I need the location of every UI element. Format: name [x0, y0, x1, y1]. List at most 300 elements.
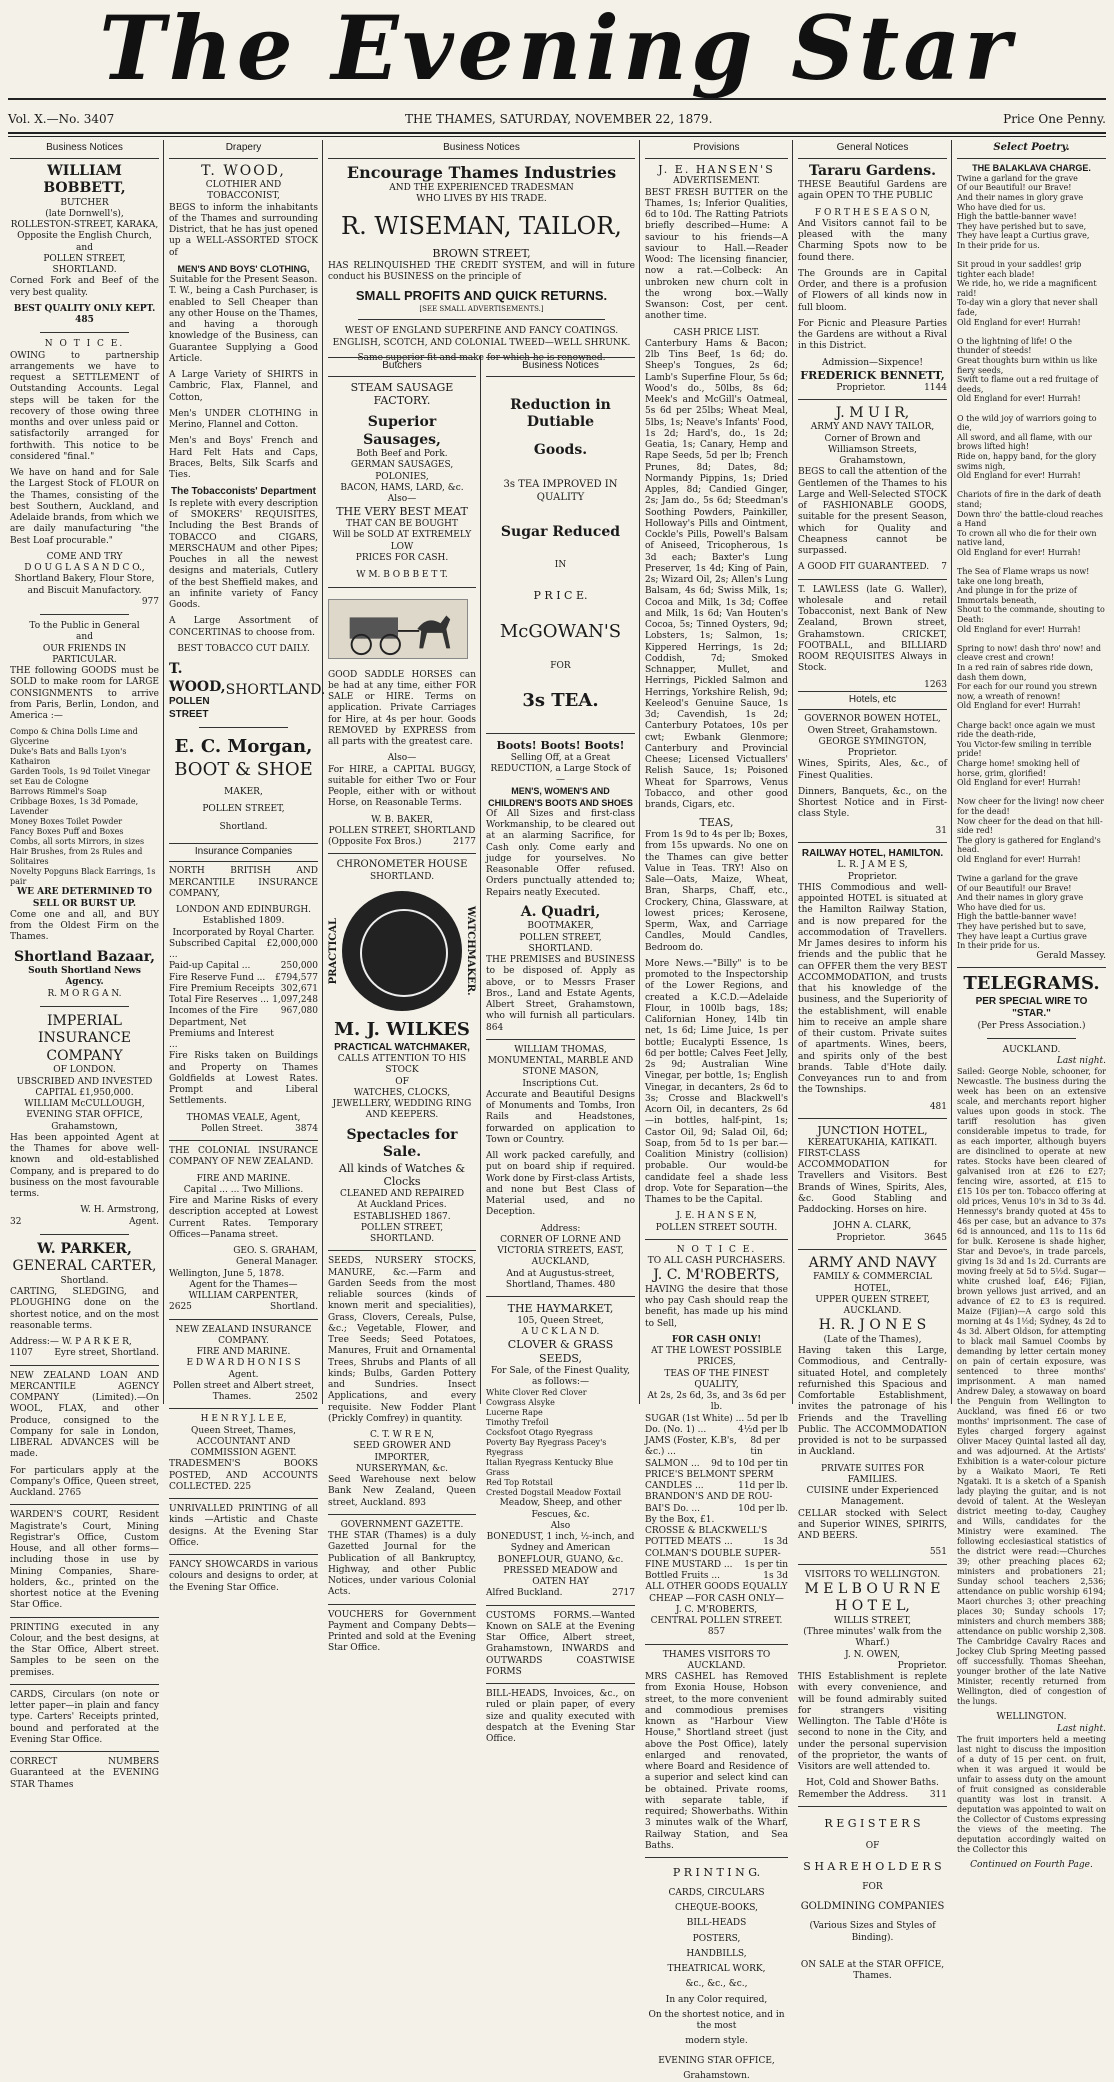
ad-number: 3645: [924, 1232, 947, 1243]
ad-title: THAMES VISITORS TO AUCKLAND.: [662, 1649, 771, 1671]
divider: [328, 853, 476, 854]
ad-line: THAT CAN BE BOUGHT: [346, 519, 458, 529]
ad-motto: SMALL PROFITS AND QUICK RETURNS.: [355, 288, 608, 304]
ad-body: BEST FRESH BUTTER on the Thames, 1s; Inferior Qualities, 6d to 10d. The Ratting Patriots briefly described—Hume: A saviour to his friends—A saviour to Hall.—Reader Wood: The licensing financier, now a rat.—Colbeck: An unbroken new churn colt in the wrong box.—Wally Swanson: Cost, per cent. another time.: [645, 187, 788, 322]
ad-line: ESTABLISHED 1867.: [353, 1211, 451, 1222]
ad-body: Accurate and Beautiful Designs of Monuments and Tombs, Iron Rails and Headstones, forwarded on application to Town or Country.: [486, 1089, 635, 1145]
ad-line: THEATRICAL WORK,: [667, 1964, 766, 1974]
divider: [798, 1249, 947, 1250]
hotel-proprietor: L. R. J A M E S,: [837, 860, 908, 871]
ad-line: Grahamstown.: [683, 2070, 750, 2081]
divider: [328, 1514, 476, 1515]
address-line: Opposite the English Church,: [17, 231, 152, 242]
ad-body: SEEDS, NURSERY STOCKS, MANURE, &c.—Farm and Garden Seeds from the most reliable sources (kinds of known merit and specialities), Grass, Clovers, Cereals, Pulse, &c.; Vegetable, Flower, and Tree Seeds; Seed Potatoes, Manures, Fruit and Ornamental Trees, Shrubs and Plants of all kinds; Bulbs, Garden Pottery and Sundries. Insect Applications, and every requisite. New Fodder Plant (Prickly Comfrey) in quantity.: [328, 1256, 476, 1424]
ad-line: Address:: [540, 1223, 581, 1234]
ad-title: GOVERNMENT GAZETTE.: [340, 1519, 464, 1530]
agent-name: E D W A R D H O N I S S: [186, 1358, 301, 1369]
ad-line: EVENING STAR OFFICE,: [658, 2055, 775, 2066]
divider: [328, 587, 476, 588]
top-rule: [8, 98, 1106, 100]
ad-note: (Opposite Fox Bros.): [328, 837, 422, 847]
ad-line: modern style.: [685, 2036, 748, 2047]
ad-body: Men's UNDER CLOTHING in Merino, Flannel and Cotton.: [169, 408, 318, 430]
ad-title: NORTH BRITISH AND MERCANTILE INSURANCE COMPANY,: [169, 866, 318, 899]
dateline: [8, 112, 1106, 130]
advertiser-name: Alfred Buckland.: [486, 1588, 563, 1599]
agent-name: GEO. S. GRAHAM,: [233, 1246, 318, 1256]
ad-body: Wines, Spirits, Ales, &c., of Finest Qualities.: [798, 759, 947, 781]
ad-body: Canterbury Hams & Bacon; 2lb Tins Beef, 1s 6d; do. Sheep's Tongues, 2s 6d; Lamb's Superfine Flour, 5s 6d; Wood's do., 50lbs, 8s 6d; Meek's and McGill's Oatmeal, 5s 6d per 25lbs; Wheat Meal, 5lbs, 1s; Neave's Infants' Food, 1s 2d; Hard's, do., 1s 2d; Geatia, 1s; Canary, Hemp and Rape Seeds, 5d per lb; French Prunes, 8d; Dates, 8d; Normandy Pippins, 1s; Dried Apples, 8d; Candied Ginger, 2s; Jam do., 5s 6d; Steedman's Soothing Powders, Painkiller, Holloway's Pills and Ointment, Cockle's Pills, Powell's Balsam of Aniseed, Tricopherous, 1s 3d each; Baxter's Lung Preserver, 1s 4d; King of Pain, 2s; Wizard Oil, 2s; Allen's Lung Balsam, 4s 6d; Swiss Milk, 1s; Cocoa and Milk, 1s 3d; Coffee and Milk, 1s 6d; Van Houten's Cocoa, 5s; Tinned Oysters, 9d; Lobsters, 1s; Salmon, 1s; Kippered Herrings, 1s 2d; Coddish, 7d; Smoked Schnapper, Mullet, and Herrings, Pickled Salmon and Herrings, Yorkshire Relish, 9d; Keeleod's Genuine Sauce, 1s 3d; Cavendish, 1s 2d; Canterbury Potatoes, 10s per cwt; Ewbank Glenmore; Canterbury and Provincial Cheese; Licensed Victuallers' Relish Sauce, 1s; Poisoned Wheat for Sparrows, Venus Tobacco, and other good brands, Cigars, etc.: [645, 338, 788, 810]
item-value: 5d per lb: [746, 1413, 788, 1424]
ad-line: TEAS OF THE FINEST QUALITY,: [664, 1368, 769, 1390]
ad-title: CASH PRICE LIST.: [673, 327, 760, 338]
issue-price: Price One Penny.: [1003, 112, 1106, 126]
price-row: [645, 1481, 788, 1492]
ad-body: Fire Risks taken on Buildings and Property on Thames Goldfields at Lowest Rates. Prompt and Liberal Settlements.: [169, 1051, 318, 1107]
hotel-name: HOTEL,: [854, 1283, 891, 1294]
item-label: BAI'S Do. ...: [645, 1503, 700, 1514]
item-label: BRANDON'S AND DE ROU-: [645, 1492, 773, 1503]
item-value: £794,577: [275, 972, 318, 983]
agent-town: Shortland.: [270, 1302, 318, 1313]
section-heading: Drapery: [169, 140, 318, 159]
item-value: 11d per lb.: [738, 1481, 788, 1491]
advertiser-address: POLLEN STREET, SHORTLAND.: [360, 1222, 444, 1244]
ad-body: WEST OF ENGLAND SUPERFINE AND FANCY COATINGS. ENGLISH, SCOTCH, AND COLONIAL TWEED—WELL SHRUNK.: [332, 326, 631, 348]
price-row: [645, 1560, 788, 1571]
section-heading: Business Notices: [486, 357, 635, 377]
ad-line: At 2s, 2s 6d, 3s, and 3s 6d per lb.: [647, 1391, 786, 1413]
ad-headline: Boots! Boots! Boots!: [496, 738, 625, 752]
ad-body: FIRST-CLASS ACCOMMODATION for Travellers and Visitors. Best Brands of Wines, Spirits, Ales, &c. Good Stabling and Paddocking. Horses on hire.: [798, 1148, 947, 1215]
news-text: Sailed: George Noble, schooner, for Newcastle. The business during the week has been on an extensive scale, and merchants report higher values upon goods in stock. The tariff resolution has given considerable impetus to trade, for as each importer, although buyers are disinclined to operate at new rates. Stocks have been cleared of galvanised iron at £26 to £27; fencing wire, assorted, at £15 to £15 10s per ton. Tobacco offering at old prices, Venus 10's in 3d to 3s 4d. Hennessy's brandy quoted at 45s to 46s per case, but an advance to 37s 6d is announced, and 11s to 11s 6d for bulk. Kerosene is shade higher, Star and Devoe's, in trade parcels, giving 1s 3d and 1s 2d. Currants are moving freely at 5d to 5½d. Sugar—white crushed loaf, £46; Fijian, brown yellows just arrived, and an advance of £2 to £3 is required. Maize (Fijian)—A cargo sold this morning at 4s 1½d; Sydney, 4s 2d to 4s 3d. Albert Oldson, for attempting to black mail Samuel Coombs by demanding by letter certain money on pain of certain exposure, was sentenced to three months' imprisonment. A man named Andrew Daley, a stowaway on board the Penguin from Wellington to Auckland, was fined £6 or two months' imprisonment. The case of Eyles charged forgery against Oliver Macey Quintal lasted all day, and was adjourned. At the Artists' Exhibition is a water-colour picture by a Waikato Maori, Te Reti Ngataki. It is a sketch of a Spanish lady playing the guitar, and is not devoid of talent. At the Wesleyan district meeting to-day, Caughey and Wills, candidates for the Ministry were examined. The following ecclesiastical statistics of the district were read:—Churches 39; other preaching places 62; ministers and probationers 21; Sunday school teachers 2,536; attendance on public worship 6194; Maori churches 3; other preaching places 30; Sunday schools 17; ministers and church members 388; attendance on public worship 2,308. The Cambridge Cavalry Races and Jockey Club Spring Meeting passed off successfully. Thomas Sheehan, younger brother of the late Native Minister, recently returned from Wellington, died of congestion of the lungs.: [957, 1067, 1106, 1707]
ad-line: BILL-HEADS: [686, 1918, 747, 1929]
divider: [199, 727, 288, 728]
item-label: Bottled Fruits ...: [645, 1571, 720, 1581]
price-row: [645, 1470, 788, 1481]
ad-body: T. LAWLESS (late G. Waller), wholesale and retail Tobacconist, next Bank of New Zealand, Brown street, Grahamstown. CRICKET, FOOTBALL, and BILLIARD ROOM REQUISITES Always in Stock.: [798, 584, 947, 674]
column-rule: [639, 140, 640, 1404]
ad-body: WARDEN'S COURT, Resident Magistrate's Court, Mining Registrar's Office, Custom House, and all other forms—including those in use by Mining Companies, Share-holders, &c., printed on the shortest notice at the Evening Star Office.: [10, 1510, 159, 1611]
ad-number: 31: [935, 825, 947, 836]
item-label: FINE MUSTARD ...: [645, 1559, 733, 1570]
ad-note: (Three minutes' walk from the Wharf.): [803, 1627, 942, 1649]
ad-line: WHO LIVES BY HIS TRADE.: [416, 193, 547, 204]
advertiser-address: Corner of Brown and Williamson Streets, Grahamstown,: [824, 433, 921, 466]
divider: [486, 1605, 635, 1606]
divider: [10, 1751, 159, 1752]
advertiser-address: POLLEN STREET, SHORTLAND: [328, 825, 476, 836]
item-label: Incomes of the Fire Department, Net Premiums and Interest ...: [169, 1006, 274, 1050]
telegrams-subheading: PER SPECIAL WIRE TO "STAR.": [975, 995, 1088, 1020]
figure-row: [169, 984, 318, 995]
divider: [328, 1250, 476, 1251]
column-provisions: [641, 140, 792, 2081]
ad-highlight: A GOOD FIT GUARANTEED.: [798, 562, 930, 573]
ad-line: All kinds of Watches & Clocks: [338, 1161, 466, 1189]
address-line: and: [76, 242, 93, 253]
ad-line: P R I C E.: [533, 588, 588, 602]
item-label: SUGAR (1st White) ...: [645, 1413, 745, 1424]
item-label: COLMAN'S DOUBLE SUPER-: [645, 1548, 781, 1559]
ad-body: THESE Beautiful Gardens are again OPEN TO THE PUBLIC: [798, 180, 947, 202]
divider: [987, 1038, 1076, 1039]
divider: [486, 1683, 635, 1684]
divider: [40, 332, 129, 333]
divider: [169, 1408, 318, 1409]
advertiser-name: H E N R Y J. L E E,: [200, 1414, 287, 1425]
advertiser-name: C. T. W R E N,: [369, 1430, 435, 1440]
item-label: Do. (No. 1) ...: [645, 1424, 707, 1435]
ad-headline: Goods.: [533, 441, 588, 458]
ad-line: ALL OTHER GOODS EQUALLY CHEAP —FOR CASH ONLY—: [645, 1582, 788, 1604]
agent-role: General Manager.: [235, 1257, 318, 1268]
ad-line: BACON, HAMS, LARD, &c.: [340, 482, 464, 493]
ad-line: Established 1809.: [202, 916, 285, 927]
ad-headline: R E G I S T E R S: [824, 1816, 921, 1830]
hotel-name: FAMILY & COMMERCIAL: [813, 1272, 932, 1283]
section-heading: Select Poetry.: [957, 140, 1106, 159]
hotel-address: Owen Street, Grahamstown.: [807, 725, 938, 736]
advertiser-trade: CLOTHIER AND TOBACCONIST,: [205, 180, 282, 202]
address-line: POLLEN STREET, SHORTLAND.: [43, 253, 126, 275]
ad-body: Fire and Marine Risks of every description accepted at Lowest Current Rates. Temporary Offices—Panama street.: [169, 1196, 318, 1240]
divider: [328, 1604, 476, 1605]
seeds-list: White Clover Red Clover Cowgrass Alsyke Lucerne Rape Timothy Trefoil Cocksfoot Otago Ryegrass Poverty Bay Ryegrass Pacey's Ryegrass Italian Ryegrass Kentucky Blue Grass Red Top Rotstail Crested Dogstail Meadow Foxtail: [486, 1388, 622, 1498]
ad-title: STEAM SAUSAGE FACTORY.: [350, 380, 454, 408]
ad-line: THE VERY BEST MEAT: [336, 505, 468, 519]
price-row: [645, 1515, 788, 1526]
ad-number: 1144: [924, 382, 947, 393]
clock-illustration: [342, 891, 462, 1011]
ad-line: AND THE EXPERIENCED TRADESMAN: [389, 182, 574, 193]
figure-row: [169, 1006, 318, 1051]
bazaar-title: Shortland Bazaar,: [14, 948, 155, 965]
ad-body: GOOD SADDLE HORSES can be had at any time, either FOR SALE or HIRE. Terms on application. Private Carriages for Hire, at 4s per hour. Goods REMOVED by EXPRESS from all parts with the greatest care.: [328, 669, 476, 747]
price-row: [645, 1492, 788, 1503]
ad-body: Having taken this Large, Commodious, and Centrally-situated Hotel, and completely refurnished this Spacious and Comfortable Establishment, invites the patronage of his Friends and the Travelling Public. The ACCOMMODATION provided is not to be surpassed in Auckland.: [798, 1346, 947, 1458]
ad-body: For Picnic and Pleasure Parties the Gardens are without a Rival in this District.: [798, 318, 947, 352]
hotel-name: JUNCTION HOTEL,: [817, 1123, 928, 1137]
advertiser-trade: NURSERYMAN, &c.: [355, 1463, 449, 1474]
ad-body: THIS Establishment is replete with every convenience, and will be found admirably suited for strangers visiting Wellington. The Table d'Hôte is second to none in the City, and under the personal supervision of the proprietor, the wants of Visitors are well attended to.: [798, 1672, 947, 1772]
price-row: [645, 1537, 788, 1548]
divider: [169, 1319, 318, 1320]
divider: [10, 1365, 159, 1366]
ad-line: Remember the Address.: [798, 1789, 909, 1800]
ad-highlight: FOR CASH ONLY!: [671, 1334, 762, 1345]
ad-body: Corned Fork and Beef of the very best quality.: [10, 276, 159, 298]
ad-line: GERMAN SAUSAGES, POLONIES,: [350, 460, 454, 482]
telegrams-heading: TELEGRAMS.: [963, 973, 1100, 995]
divider: [798, 1118, 947, 1119]
ad-number: 2625: [169, 1302, 192, 1313]
ad-body: CELLAR stocked with Select and Superior WINES, SPIRITS, AND BEERS.: [798, 1508, 947, 1541]
ad-body: Of All Sizes and first-class Workmanship, to be cleared out at an alarming Sacrifice, for Cash only. Come early and judge for yourselves. No Reasonable Offer refused. Orders punctually attended to; Repairs neatly Executed.: [486, 808, 635, 898]
item-value: £2,000,000: [266, 938, 318, 949]
divider: [645, 1857, 788, 1858]
item-value: 1s 3d: [763, 1571, 788, 1581]
advertiser-address: 105, Queen Street,: [517, 1315, 604, 1326]
price-row: [645, 1526, 788, 1537]
ad-body: T. W., being a Cash Purchaser, is enabled to Sell Cheaper than any other House on the Thames, and having a thorough knowledge of the Business, can Guarantee Supplying a Good Article.: [169, 286, 318, 364]
insurance-place: OF LONDON.: [53, 1065, 116, 1076]
item-value: 1s 3d: [763, 1537, 788, 1548]
ad-headline: Superior Sausages,: [363, 414, 441, 448]
ad-title: CHRONOMETER HOUSE: [336, 859, 468, 871]
ad-heading: To the Public in General: [29, 621, 140, 631]
column-rule: [322, 140, 323, 1404]
dateline-time: Last night.: [1056, 1723, 1106, 1734]
advertiser-address: POLLEN STREET, SHORTLAND.: [519, 932, 602, 954]
ad-line: Hot, Cold and Shower Baths.: [806, 1778, 939, 1789]
ad-number: 551: [929, 1547, 947, 1558]
ad-line: Incorporated by Royal Charter.: [172, 927, 315, 938]
divider: [40, 1006, 129, 1007]
hotel-role: Proprietor.: [847, 871, 898, 882]
dateline-rule-thin: [8, 136, 1106, 137]
price-row: [645, 1571, 788, 1582]
ad-line: COME AND TRY: [46, 551, 123, 562]
ad-headline: Encourage Thames Industries: [346, 162, 617, 182]
advertiser-note: (late Dornwell's),: [45, 208, 124, 219]
ad-line: LONDON AND EDINBURGH.: [175, 905, 312, 915]
divider: [358, 319, 605, 320]
ad-line: F O R T H E S E A S O N,: [814, 207, 931, 218]
ad-heading: and: [76, 632, 93, 643]
ad-headline: Sugar Reduced: [500, 524, 621, 540]
divider: [798, 579, 947, 580]
advertiser-name: T. WOOD,: [201, 162, 286, 179]
figure-row: [169, 973, 318, 984]
bazaar-subtitle: South Shortland News Agency.: [28, 966, 141, 988]
ad-body: A Large Assortment of CONCERTINAS to choose from.: [169, 616, 318, 638]
ad-line: OF: [865, 1840, 880, 1851]
sign-town: SHORTLAND.: [225, 682, 326, 699]
ad-line: Wellington, June 5, 1878.: [169, 1268, 285, 1279]
advertiser-name: A. Quadri,: [520, 903, 601, 920]
ad-title: P R I N T I N G.: [672, 1866, 761, 1879]
item-label: CROSSE & BLACKWELL'S: [645, 1526, 768, 1536]
ad-line: Selling Off, at a Great REDUCTION, a Large Stock of—: [490, 752, 631, 785]
ad-body: Men's and Boys' French and Hard Felt Hats and Caps, Braces, Belts, Silk Scarfs and Ties.: [169, 436, 318, 480]
ad-line: Thames.: [853, 1971, 892, 1981]
advertiser-name: J. C. M'ROBERTS,: [653, 1267, 780, 1284]
item-label: CANDLES ...: [645, 1481, 704, 1491]
ad-line: Also—: [387, 753, 417, 764]
ad-line: MAKER,: [224, 787, 263, 797]
carter-body: CARTING, SLEDGING, and PLOUGHING done on the shortest notice, and on the most reasonable terms.: [10, 1287, 159, 1331]
figures-table: [169, 939, 318, 1052]
price-row: [645, 1436, 788, 1459]
ad-body: CORRECT NUMBERS Guaranteed at the EVENING STAR Thames: [10, 1757, 159, 1790]
section-heading: General Notices: [798, 140, 947, 159]
ad-line: CHEQUE-BOOKS,: [674, 1903, 758, 1913]
item-label: PRICE'S BELMONT SPERM: [645, 1469, 774, 1480]
ad-line: AT THE LOWEST POSSIBLE PRICES,: [651, 1346, 782, 1368]
figure-row: [169, 939, 318, 962]
ad-line: FIRE AND MARINE.: [196, 1347, 291, 1357]
poem-text: Twine a garland for the grave Of our Beautiful! our Brave! And their names in glory grave Who have died for us. High the battle-banner wave! They have perished but to save, They have leapt a Curtius grave, In their pride for us. Sit proud in your saddles! grip tighter each blade! We ride, ho, we ride a magnificent raid! To-day win a glory that never shall fade, Old England for ever! Hurrah! O the lightning of life! O the thunder of steeds! Great thoughts burn within us like fiery seeds, Swift to flame out a red fruitage of deeds, Old England for ever! Hurrah! O the wild joy of warriors going to die, All sword, and all flame, with our brows lifted high! Ride on, happy band, for the glory swims nigh, Old England for ever! Hurrah! Chariots of fire in the dark of death stand; Down thro' the battle-cloud reaches a Hand To crown all who die for their own native land, Old England for ever! Hurrah! The Sea of Flame wraps us now! take one long breath, And plunge in for the prize of Immortals beneath, Shout to the commande, shouting to Death: Old England for ever! Hurrah! Spring to now! dash thro' now! and cleave crest and crown! In a red rain of sabres ride down, dash them down, For each for our round you strewn now, a wreath of renown! Old England for ever! Hurrah! Charge back! once again we must ride the death-ride, You Victor-few smiling in terrible pride! Charge home! smoking hell of horse, grim, glorified! Old England for ever! Hurrah! Now cheer for the living! now cheer for the dead! Now cheer for the dead on that hill-side red! The glory is gathered for England's head. Old England for ever! Hurrah! Twine a garland for the grave Of our Beautiful! our Brave! And their names in glory grave Who have died for us. High the battle-banner wave! They have perished but to save, They have leapt a Curtius grave In their pride for us.: [957, 173, 1105, 951]
divider: [645, 1239, 788, 1240]
agent-town: Grahamstown,: [51, 1121, 118, 1132]
department-title: The Tobacconists' Department: [171, 486, 316, 498]
figure-row: [169, 961, 318, 972]
ad-number: 2717: [612, 1588, 635, 1599]
notice-body: We have on hand and for Sale the Largest Stock of FLOUR on the Thames, consisting of the best Southern, Auckland, and Adelaide brands, from which we are daily manufacturing "the Best Loaf procurable.": [10, 468, 159, 546]
ad-body: Is replete with every description of SMOKERS' REQUISITES, Including the Best Brands of TOBACCO and CIGARS, MERSCHAUM and other Pipes; Pouches in all the newest designs and materials, Cutlery of the best Sheffield makes, and an infinite variety of Fancy Goods.: [169, 498, 318, 610]
price-list: [645, 1414, 788, 1583]
ad-number: 977: [141, 596, 159, 607]
price-row: [645, 1414, 788, 1425]
advertiser-name: WILLIAM BOBBETT,: [43, 162, 126, 196]
ad-number: 311: [929, 1789, 947, 1800]
agent-sign: W. H. Armstrong,: [80, 1205, 159, 1216]
poem-title: THE BALAKLAVA CHARGE.: [972, 162, 1091, 173]
address-line: ROLLESTON-STREET, KARAKA,: [10, 220, 159, 230]
goods-list: Compo & China Dolls Lime and Glycerine Duke's Bats and Balls Lyon's Kathairon Garden Tools, 1s 9d Toilet Vinegar set Eau de Cologne Barrows Rimmel's Soap Cribbage Boxes, 1s 3d Pomade, Lavender Money Boxes Toilet Powder Fancy Boxes Puff and Boxes Combs, all sorts Mirrors, in sizes Hair Brushes, from 2s Rules and Solitaires Novelty Popguns Black Earrings, 1s pair: [10, 727, 156, 887]
hotel-address: UPPER QUEEN STREET, AUCKLAND.: [815, 1294, 930, 1316]
agent-street: Pollen Street.: [201, 1123, 264, 1134]
ad-headline: Reduction in Dutiable: [510, 396, 611, 430]
insurance-name: INSURANCE COMPANY: [37, 1030, 131, 1064]
section-heading: Provisions: [645, 140, 788, 159]
column-rule: [951, 140, 952, 1404]
ad-body: FANCY SHOWCARDS in various colours and designs to order, at the Evening Star Office.: [169, 1560, 318, 1593]
insurance-capital: CAPITAL £1,950,000.: [35, 1087, 134, 1098]
ad-heading: OUR FRIENDS IN PARTICULAR.: [42, 643, 127, 665]
item-value: 250,000: [280, 961, 318, 972]
ad-line: (Various Sizes and Styles of Binding).: [809, 1921, 936, 1943]
advertiser-street: BROWN STREET,: [432, 247, 531, 260]
advertiser-address: POLLEN STREET SOUTH.: [655, 1222, 778, 1233]
hotel-name: M E L B O U R N E H O T E L,: [804, 1580, 941, 1615]
column-butchers: [324, 357, 480, 1654]
item-value: 967,080: [280, 1006, 318, 1017]
ad-line: Shortland Bakery, Flour Store,: [14, 574, 155, 585]
ad-number: 3874: [295, 1123, 318, 1134]
clock-label-right: WATCHMAKER.: [465, 906, 476, 996]
ad-body: THE PREMISES and BUSINESS to be disposed of. Apply as above, or to Messrs Fraser Bros., Land and Estate Agents, Albert Street, Grahamstown, who will furnish all particulars. 864: [486, 955, 635, 1033]
agent-body: Has been appointed Agent at the Thames for above well-known and old-established Company, and is prepared to do business on the most favourable terms.: [10, 1132, 159, 1199]
item-value: 9d to 10d per tin: [711, 1458, 788, 1469]
ad-line: FOR: [862, 1881, 883, 1892]
dateline-place: WELLINGTON.: [996, 1712, 1067, 1723]
agent-name: WILLIAM CARPENTER,: [188, 1291, 299, 1301]
ad-body: BONEDUST, 1 inch, ½-inch, and Sydney and American BONEFLOUR, GUANO, &c. PRESSED MEADOW and OATEN HAY: [486, 1532, 635, 1587]
ad-body: HAS RELINQUISHED THE CREDIT SYSTEM, and will in future conduct his BUSINESS on the principle of: [328, 260, 635, 282]
advertiser-name: THE HAYMARKET,: [507, 1302, 614, 1315]
ad-line: and Biscuit Manufactory.: [27, 585, 142, 596]
insurance-sub: UBSCRIBED AND INVESTED: [16, 1076, 153, 1087]
ad-line: PRIVATE SUITES FOR FAMILIES.: [820, 1463, 925, 1485]
ad-title: NEW ZEALAND INSURANCE COMPANY.: [175, 1324, 312, 1346]
hotel-name: GOVERNOR BOWEN HOTEL,: [804, 714, 941, 725]
advertiser-address: CORNER OF LORNE AND VICTORIA STREETS, EAST, AUCKLAND,: [497, 1234, 624, 1268]
advertiser-name: W M. B O B B E T T.: [356, 570, 448, 580]
column-business-notices-2: [482, 357, 639, 1744]
advertiser-address: A U C K L A N D.: [521, 1327, 600, 1337]
carter-name: W. PARKER,: [37, 1240, 132, 1257]
ad-tagline: BEST QUALITY ONLY KEPT. 485: [13, 303, 156, 325]
divider: [957, 967, 1106, 968]
item-value: 1,097,248: [272, 995, 318, 1005]
telegrams-source: (Per Press Association.): [977, 1020, 1086, 1031]
ad-line: PRICES FOR CASH.: [355, 552, 449, 563]
ad-body: For HIRE, a CAPITAL BUGGY, suitable for either Two or Four People, either with or without Horse, on Reasonable Terms.: [328, 764, 476, 809]
ad-line: Admission—Sixpence!: [822, 357, 923, 368]
section-heading: Business Notices: [328, 140, 635, 159]
ad-body: More News.—"Billy" is to be promoted to the Inspectorship of the Lower Regions, and created a K.C.D.—Adelaide Flour, in 100lb bags, 18s; Californian Honey, 14lb tin net, 1s 6d; Lime Juice, 1s per bottle; Eucalypti Essence, 1s 6d per bottle; Calves Feet Jelly, 2s 9d; Australian Wine Vinegar, per bottle, 1s; English Vinegar, in decanters, 2s 6d to 3s; Crosse and Blackwell's Acorn Oil, in decanters, 2s 6d—in bottles, half-pint, 1s; Castor Oil, 9d; Salad Oil, 6d; Soap, from 5d to 1s per bar.—Coalition Ministry (collision) probable. Our would-be candidate feel a shade less drop. Vote for Separation—the Thames to be the Capital.: [645, 958, 788, 1205]
ad-body: HAVING the desire that those who pay Cash should reap the benefit, has made up his mind to Sell,: [645, 1284, 788, 1329]
price-row: [645, 1459, 788, 1470]
sign-street: POLLEN STREET: [169, 696, 210, 720]
ad-note: (Late of the Thames),: [823, 1334, 922, 1345]
figure-row: [169, 995, 318, 1006]
item-value: 4½d per lb: [738, 1424, 788, 1435]
hotel-proprietor: J. N. OWEN,: [844, 1649, 900, 1660]
hotel-address: KEREATUKAHIA, KATIKATI.: [807, 1137, 938, 1148]
price-row: [645, 1425, 788, 1436]
ad-body: TRADESMEN'S BOOKS POSTED, AND ACCOUNTS COLLECTED. 225: [169, 1459, 318, 1492]
ad-body: A Large Variety of SHIRTS in Cambric, Flax, Flannel, and Cotton,: [169, 370, 318, 403]
ad-line: OF: [395, 1076, 409, 1087]
carter-town: Shortland.: [60, 1275, 109, 1286]
ad-line: POSTERS,: [692, 1933, 741, 1944]
ad-body: PRINTING executed in any Colour, and the best designs, at the Star Office, Albert street. Samples to be seen on the premises.: [10, 1622, 159, 1678]
advertiser-trade: ACCOUNTANT AND COMMISSION AGENT.: [190, 1436, 297, 1458]
ad-body: VOUCHERS for Government Payment and Company Debts—Printed and sold at the Evening Star Office.: [328, 1609, 476, 1654]
ad-line: Queen Street, Thames,: [190, 1425, 297, 1436]
advertiser-address: CENTRAL POLLEN STREET. 857: [650, 1616, 783, 1638]
item-label: POTTED MEATS ...: [645, 1537, 733, 1548]
newspaper-title: The Evening Star: [99, 0, 1015, 100]
divider: [798, 399, 947, 400]
advertiser-name: W. B. BAKER,: [371, 814, 433, 825]
divider: [798, 1806, 947, 1807]
issue-date: THE THAMES, SATURDAY, NOVEMBER 22, 1879.: [405, 112, 713, 126]
ad-body: MRS CASHEL has Removed from Exonia House, Hobson street, to the more convenient and commodious premises known as "Harbour View House," Shortland street (just above the Post Office), lately enlarged and renovated, where Board and Residence of a superior and select kind can be obtained. Private rooms, with separate table, if required; Showerbaths. Within 3 minutes walk of the Wharf, Railway Station, and Sea Baths.: [645, 1672, 788, 1851]
advertiser-name: J. E. H A N S E N,: [676, 1211, 757, 1222]
item-value: 8d per tin: [750, 1436, 781, 1458]
carter-address: Address:— W. P A R K E R,: [10, 1337, 132, 1347]
section-heading: Business Notices: [10, 140, 159, 159]
ad-line: FIRE AND MARINE.: [196, 1173, 291, 1184]
item-label: JAMS (Foster, K.B's, &c.) ...: [645, 1436, 737, 1458]
advertiser-address: And at Augustus-street, Shortland, Thames. 480: [505, 1268, 616, 1290]
hotel-proprietor: JOHN A. CLARK,: [833, 1221, 912, 1232]
price-row: [645, 1549, 788, 1560]
ad-body: Seed Warehouse next below Bank New Zealand, Queen street, Auckland. 893: [328, 1475, 476, 1508]
advertiser-name: R. WISEMAN, TAILOR,: [341, 212, 622, 240]
poem-author: Gerald Massey.: [1036, 950, 1106, 961]
ad-body: CUSTOMS FORMS.—Wanted Known on SALE at the Evening Star Office, Albert street, Grahamstown, INWARDS and OUTWARDS COASTWISE FORMS: [486, 1610, 635, 1677]
notice-title: N O T I C E.: [44, 339, 125, 350]
ad-title: THE COLONIAL INSURANCE COMPANY OF NEW ZEALAND.: [169, 1146, 318, 1168]
ad-number: 32: [10, 1216, 22, 1227]
ad-headline: Spectacles for Sale.: [346, 1126, 458, 1160]
item-label: Total Fire Reserves ...: [169, 995, 269, 1005]
ad-line: Capital ... ... Two Millions.: [183, 1184, 304, 1195]
item-label: Subscribed Capital ...: [169, 938, 257, 960]
ad-line: Agent for the Thames—: [189, 1279, 298, 1290]
ad-body: BEGS to call the attention of the Gentlemen of the Thames to his Large and Well-Selected STOCK of FASHIONABLE GOODS, suitable for the present Season, which for Quality and Cheapness cannot be surpassed.: [798, 467, 947, 556]
agent-role: Agent.: [228, 1369, 259, 1380]
item-label: SALMON ...: [645, 1458, 700, 1469]
divider: [169, 1140, 318, 1141]
advertiser-name: M. J. WILKES: [334, 1019, 470, 1040]
ad-body: The Grounds are in Capital Order, and there is a profusion of Flowers of all kinds now in full bloom.: [798, 268, 947, 313]
